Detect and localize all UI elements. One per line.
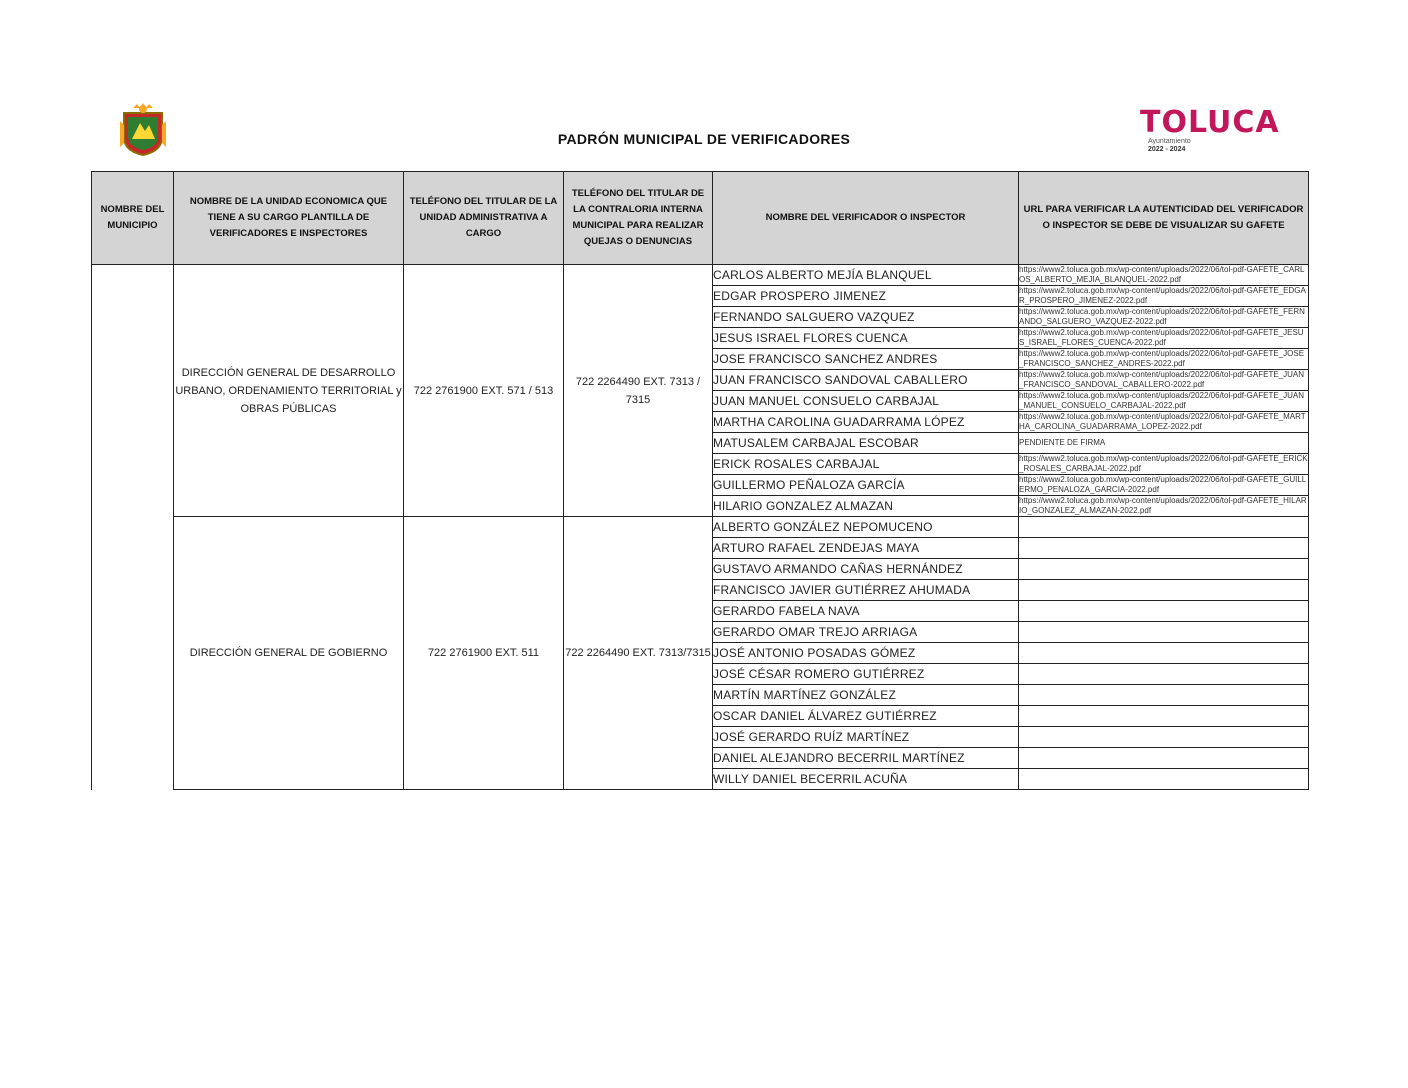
gafete-url-link[interactable]: https://www2.toluca.gob.mx/wp-content/uploads/2022/06/tol-pdf-GAFETE_HILARIO_GONZALEZ_ALMAZAN-2022.pdf xyxy=(1019,496,1307,515)
gafete-url-link[interactable]: https://www2.toluca.gob.mx/wp-content/uploads/2022/06/tol-pdf-GAFETE_ERICK_ROSALES_CARBAJAL-2022.pdf xyxy=(1019,454,1308,473)
gafete-url-cell xyxy=(1019,664,1309,685)
verificador-name: FERNANDO SALGUERO VAZQUEZ xyxy=(713,307,1019,328)
header-verificador: NOMBRE DEL VERIFICADOR O INSPECTOR xyxy=(713,172,1019,265)
logo-word: TOLUCA xyxy=(1140,105,1280,140)
verificador-name: JOSÉ ANTONIO POSADAS GÓMEZ xyxy=(713,643,1019,664)
verificador-name: GUSTAVO ARMANDO CAÑAS HERNÁNDEZ xyxy=(713,559,1019,580)
gafete-url-link[interactable]: https://www2.toluca.gob.mx/wp-content/uploads/2022/06/tol-pdf-GAFETE_JUAN_FRANCISCO_SANDOVAL_CABALLERO-2022.pdf xyxy=(1019,370,1309,391)
verificador-name: JESUS ISRAEL FLORES CUENCA xyxy=(713,328,1019,349)
verificadores-table xyxy=(91,171,1309,790)
verificador-name: CARLOS ALBERTO MEJÍA BLANQUEL xyxy=(713,265,1019,286)
toluca-logo xyxy=(1140,105,1300,156)
header-url: URL PARA VERIFICAR LA AUTENTICIDAD DEL VERIFICADOR O INSPECTOR SE DEBE DE VISUALIZAR SU GAFETE xyxy=(1019,172,1309,265)
verificador-name: ERICK ROSALES CARBAJAL xyxy=(713,454,1019,475)
verificador-name: OSCAR DANIEL ÁLVAREZ GUTIÉRREZ xyxy=(713,706,1019,727)
gafete-url-link[interactable]: https://www2.toluca.gob.mx/wp-content/uploads/2022/06/tol-pdf-GAFETE_CARLOS_ALBERTO_MEJIA_BLANQUEL-2022.pdf xyxy=(1019,265,1309,286)
gafete-url-link[interactable]: https://www2.toluca.gob.mx/wp-content/uploads/2022/06/tol-pdf-GAFETE_EDGAR_PROSPERO_JIMENEZ-2022.pdf xyxy=(1019,286,1309,307)
gafete-url-cell xyxy=(1019,727,1309,748)
gafete-url-cell xyxy=(1019,538,1309,559)
verificador-name: WILLY DANIEL BECERRIL ACUÑA xyxy=(713,769,1019,790)
verificador-name: EDGAR PROSPERO JIMENEZ xyxy=(713,286,1019,307)
verificador-name: GERARDO FABELA NAVA xyxy=(713,601,1019,622)
verificador-name: JUAN FRANCISCO SANDOVAL CABALLERO xyxy=(713,370,1019,391)
gafete-url-link[interactable]: https://www2.toluca.gob.mx/wp-content/uploads/2022/06/tol-pdf-GAFETE_MARTHA_CAROLINA_GUADARRAMA_LOPEZ-2022.pdf xyxy=(1019,412,1309,433)
gafete-url-cell xyxy=(1019,517,1309,538)
logo-subtitle: Ayuntamiento xyxy=(1148,138,1191,145)
logo-years: 2022 - 2024 xyxy=(1148,146,1186,153)
telefono-contraloria-cell: 722 2264490 EXT. 7313 / 7315 xyxy=(564,265,713,517)
verificador-name: MARTÍN MARTÍNEZ GONZÁLEZ xyxy=(713,685,1019,706)
telefono-contraloria-cell: 722 2264490 EXT. 7313/7315 xyxy=(564,517,713,790)
verificador-name: JOSE FRANCISCO SANCHEZ ANDRES xyxy=(713,349,1019,370)
table-row xyxy=(92,517,1309,538)
verificador-name: ARTURO RAFAEL ZENDEJAS MAYA xyxy=(713,538,1019,559)
header-telefono-titular: TELÉFONO DEL TITULAR DE LA UNIDAD ADMINISTRATIVA A CARGO xyxy=(404,172,564,265)
gafete-url-link[interactable]: https://www2.toluca.gob.mx/wp-content/uploads/2022/06/tol-pdf-GAFETE_JUAN_MANUEL_CONSUELO_CARBAJAL-2022.pdf xyxy=(1019,391,1309,412)
gafete-url-cell xyxy=(1019,622,1309,643)
table-row xyxy=(92,265,1309,286)
gafete-url-link[interactable]: https://www2.toluca.gob.mx/wp-content/uploads/2022/06/tol-pdf-GAFETE_JOSE_FRANCISCO_SANCHEZ_ANDRES-2022.pdf xyxy=(1019,349,1309,370)
verificador-name: JOSÉ GERARDO RUÍZ MARTÍNEZ xyxy=(713,727,1019,748)
gafete-url-cell xyxy=(1019,769,1309,790)
telefono-titular-cell: 722 2761900 EXT. 511 xyxy=(404,517,564,790)
table-body xyxy=(92,265,1309,790)
gafete-url-cell xyxy=(1019,601,1309,622)
document-title: PADRÓN MUNICIPAL DE VERIFICADORES xyxy=(557,131,851,147)
gafete-url-cell xyxy=(1019,685,1309,706)
gafete-url-link[interactable]: https://www2.toluca.gob.mx/wp-content/uploads/2022/06/tol-pdf-GAFETE_FERNANDO_SALGUERO_VAZQUEZ-2022.pdf xyxy=(1019,307,1309,328)
gafete-url-cell xyxy=(1019,559,1309,580)
verificador-name: DANIEL ALEJANDRO BECERRIL MARTÍNEZ xyxy=(713,748,1019,769)
gafete-url-link[interactable]: https://www2.toluca.gob.mx/wp-content/uploads/2022/06/tol-pdf-GAFETE_GUILLERMO_PENALOZA_GARCIA-2022.pdf xyxy=(1019,475,1309,496)
gafete-url-cell: PENDIENTE DE FIRMA xyxy=(1019,433,1309,454)
gafete-url-cell xyxy=(1019,706,1309,727)
gafete-url-cell xyxy=(1019,580,1309,601)
gafete-url-cell xyxy=(1019,643,1309,664)
header-telefono-contraloria: TELÉFONO DEL TITULAR DE LA CONTRALORIA INTERNA MUNICIPAL PARA REALIZAR QUEJAS O DENUNCIAS xyxy=(564,172,713,265)
verificador-name: MARTHA CAROLINA GUADARRAMA LÓPEZ xyxy=(713,412,1019,433)
header-row xyxy=(92,172,1309,265)
header-unidad: NOMBRE DE LA UNIDAD ECONOMICA QUE TIENE A SU CARGO PLANTILLA DE VERIFICADORES E INSPECTORES xyxy=(174,172,404,265)
header-municipio: NOMBRE DEL MUNICIPIO xyxy=(92,172,174,265)
unidad-cell: DIRECCIÓN GENERAL DE DESARROLLO URBANO, ORDENAMIENTO TERRITORIAL y OBRAS PÚBLICAS xyxy=(174,265,404,517)
coat-of-arms-icon xyxy=(118,103,168,157)
verificador-name: GUILLERMO PEÑALOZA GARCÍA xyxy=(713,475,1019,496)
verificador-name: JOSÉ CÉSAR ROMERO GUTIÉRREZ xyxy=(713,664,1019,685)
verificador-name: JUAN MANUEL CONSUELO CARBAJAL xyxy=(713,391,1019,412)
verificador-name: ALBERTO GONZÁLEZ NEPOMUCENO xyxy=(713,517,1019,538)
gafete-url-cell xyxy=(1019,748,1309,769)
telefono-titular-cell: 722 2761900 EXT. 571 / 513 xyxy=(404,265,564,517)
gafete-url-link[interactable]: https://www2.toluca.gob.mx/wp-content/uploads/2022/06/tol-pdf-GAFETE_JESUS_ISRAEL_FLORES_CUENCA-2022.pdf xyxy=(1019,328,1309,349)
unidad-cell: DIRECCIÓN GENERAL DE GOBIERNO xyxy=(174,517,404,790)
verificador-name: GERARDO OMAR TREJO ARRIAGA xyxy=(713,622,1019,643)
verificador-name: FRANCISCO JAVIER GUTIÉRREZ AHUMADA xyxy=(713,580,1019,601)
verificador-name: MATUSALEM CARBAJAL ESCOBAR xyxy=(713,433,1019,454)
municipio-cell xyxy=(92,265,174,790)
verificador-name: HILARIO GONZALEZ ALMAZAN xyxy=(713,496,1019,517)
